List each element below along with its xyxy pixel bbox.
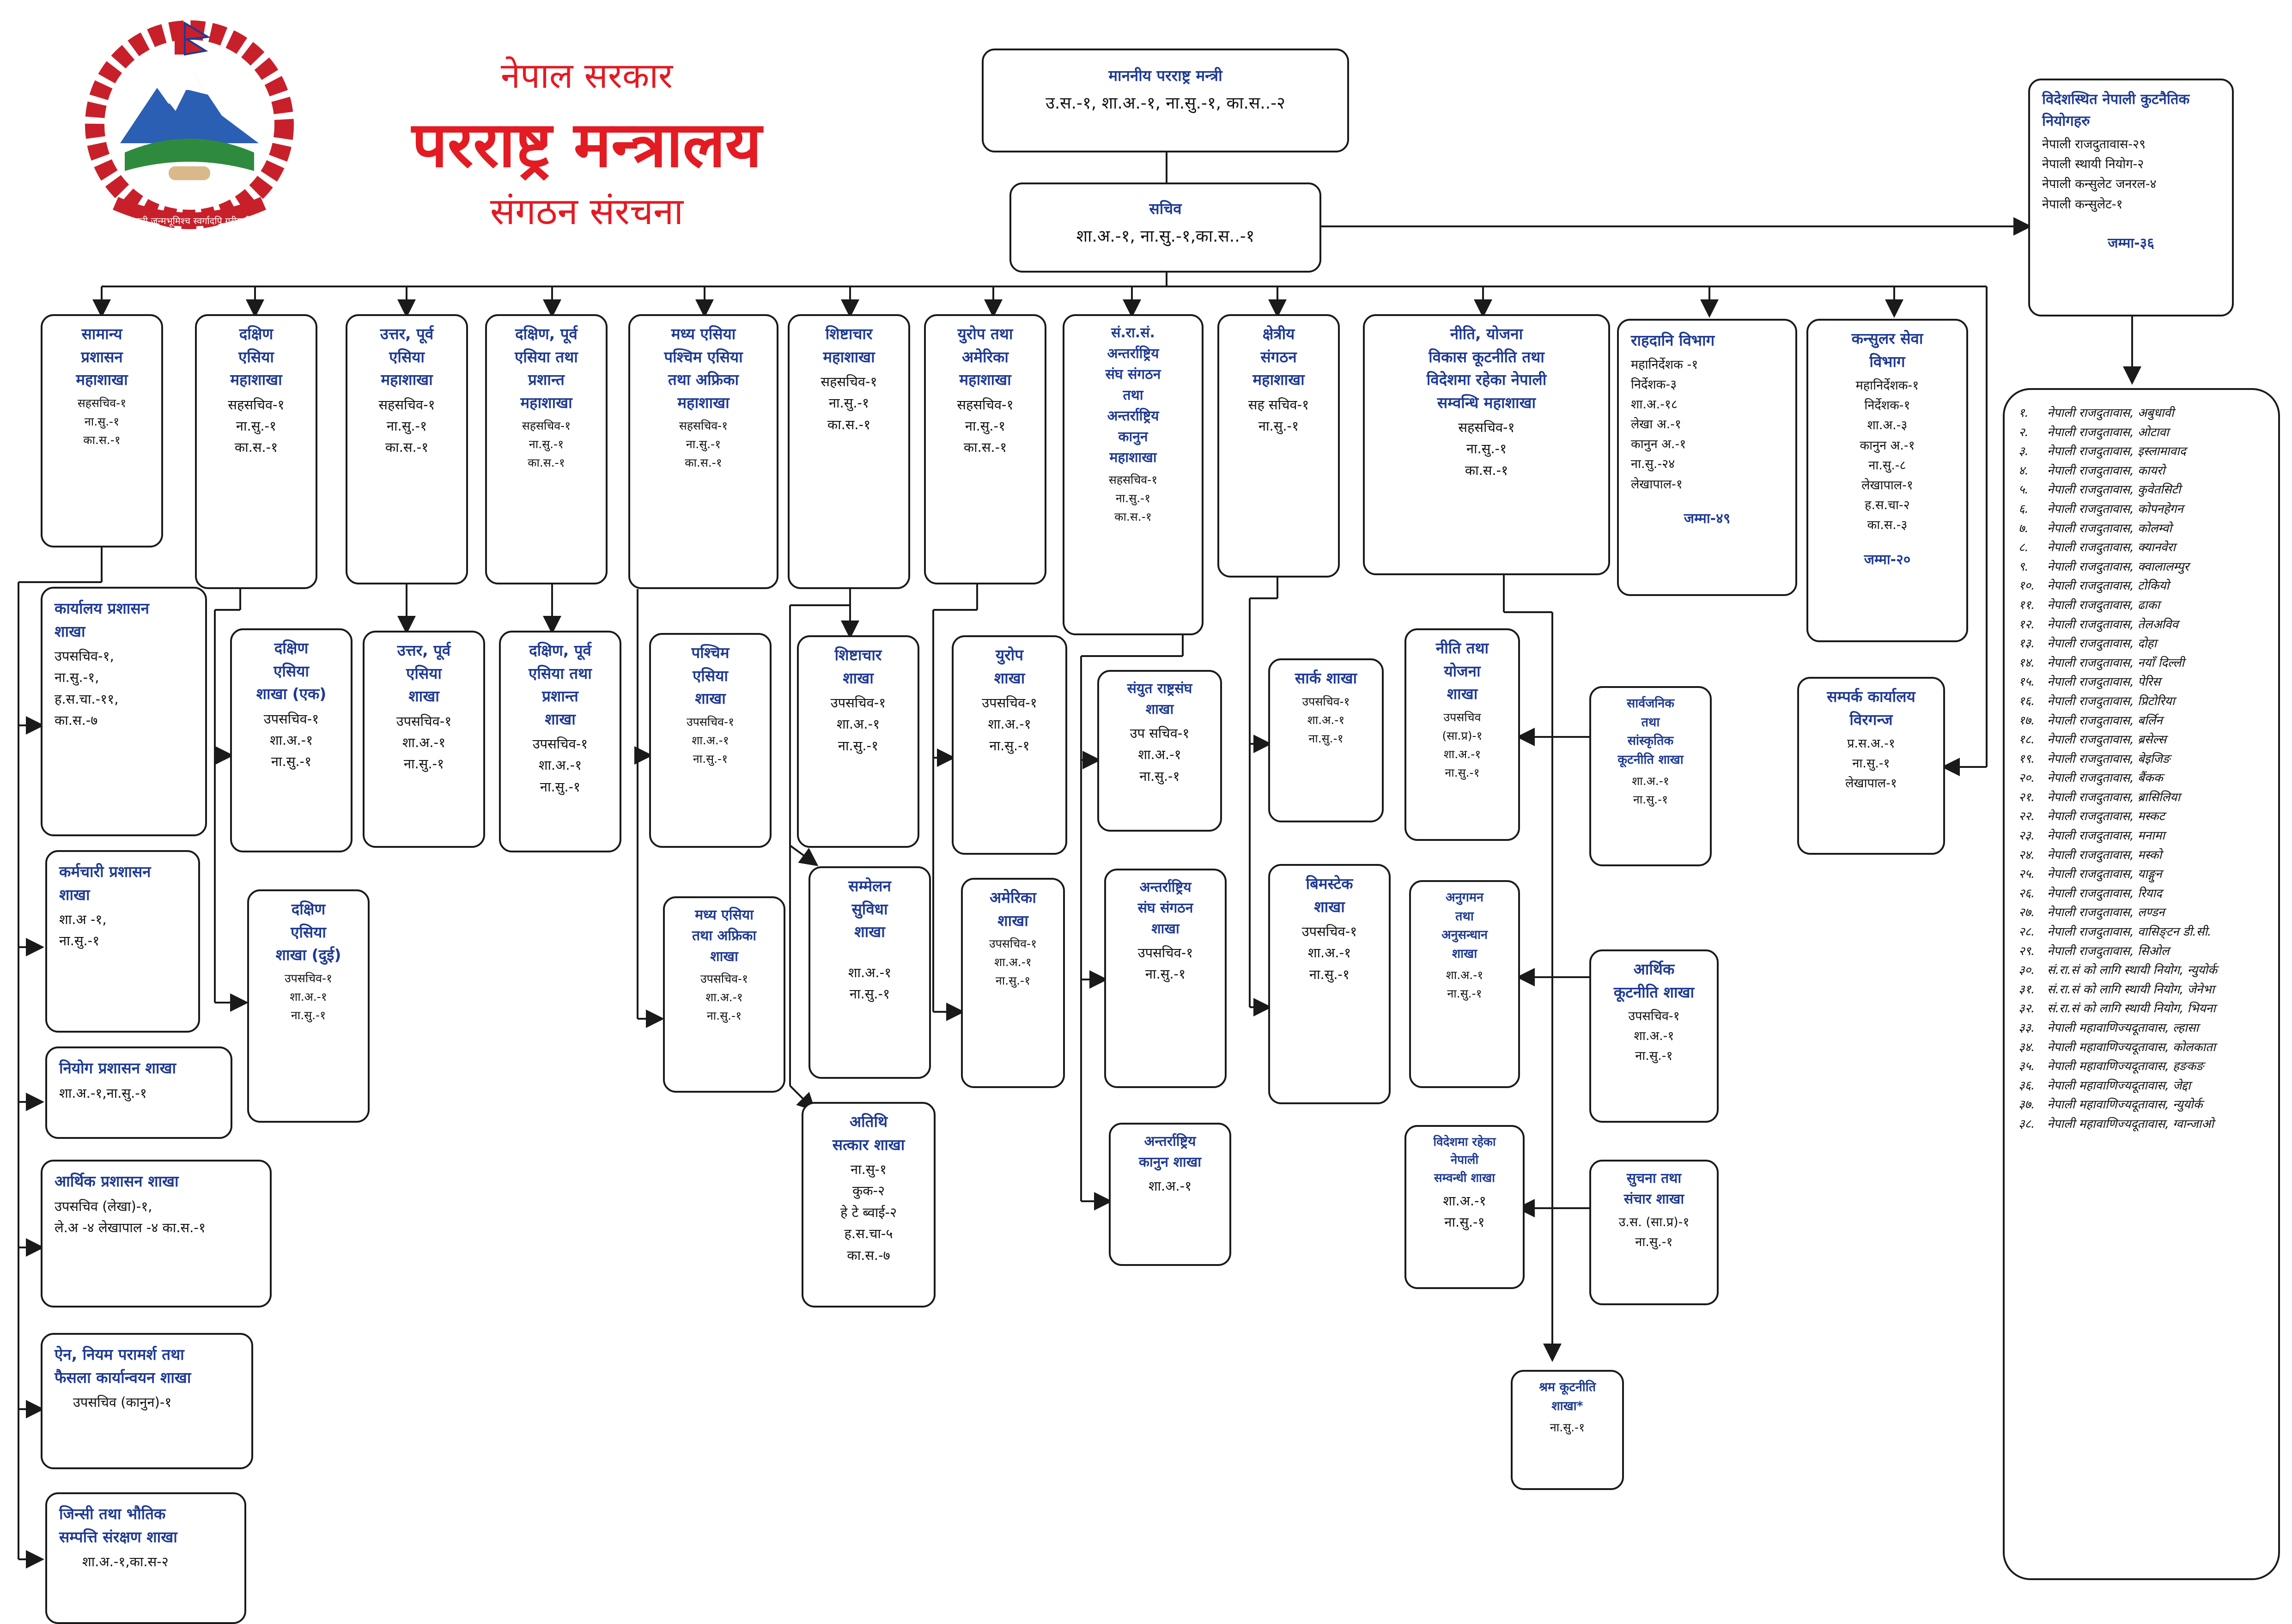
- section-intl-law: अन्तर्राष्ट्रिय कानुन शाखा शा.अ.-१: [1109, 1123, 1231, 1266]
- section-info-comm: सुचना तथा संचार शाखा उ.स. (सा.प्र)-१ ना.सु.-१: [1589, 1160, 1719, 1305]
- mission-number: १८.: [2018, 733, 2035, 747]
- mission-list-item: [2018, 615, 2264, 635]
- section-europe: युरोप शाखा उपसचिव-१ शा.अ.-१ ना.सु.-१: [952, 635, 1067, 855]
- section-protocol: शिष्टाचार शाखा उपसचिव-१ शा.अ.-१ ना.सु.-१: [797, 635, 919, 848]
- mission-number: १६.: [2018, 694, 2035, 708]
- section-south-asia-1: दक्षिण एसिया शाखा (एक) उपसचिव-१ शा.अ.-१ ना.सु.-१: [230, 628, 353, 852]
- mission-list-item: [2018, 673, 2264, 692]
- division-policy-planning: नीति, योजना विकास कूटनीति तथा विदेशमा रहेका नेपाली सम्वन्धि महाशाखा सहसचिव-१ ना.सु.-१ का.स.-१: [1363, 314, 1610, 575]
- mission-name: नेपाली राजदुतावास, पेरिस: [2047, 675, 2161, 689]
- section-asset-protection: जिन्सी तथा भौतिक सम्पत्ति संरक्षण शाखा शा.अ.-१,का.स-२: [45, 1492, 246, 1624]
- mission-name: नेपाली राजदुतावास, कुवेतसिटी: [2047, 483, 2181, 497]
- mission-list-item: [2018, 423, 2264, 443]
- mission-list-item: [2018, 1115, 2264, 1134]
- mission-name: नेपाली राजदुतावास, मस्को: [2047, 848, 2162, 862]
- mission-list-item: [2018, 1077, 2264, 1096]
- section-se-asia: दक्षिण, पूर्व एसिया तथा प्रशान्त शाखा उपसचिव-१ शा.अ.-१ ना.सु.-१: [499, 631, 621, 852]
- mission-list-item: [2018, 923, 2264, 942]
- mission-list-item: [2018, 712, 2264, 731]
- mission-number: ९.: [2018, 560, 2029, 574]
- mission-number: ४.: [2018, 463, 2029, 478]
- missions-summary-box: विदेशस्थित नेपाली कुटनैतिक नियोगहरु नेपाली राजदुतावास-२९ नेपाली स्थायी नियोग-२ नेपाली कन्सुलेट जनरल-४ नेपाली कन्सुलेट-१ जम्मा-३६: [2028, 79, 2234, 316]
- liaison-office-birgunj: सम्पर्क कार्यालय विरगन्ज प्र.स.अ.-१ ना.सु.-१ लेखापाल-१: [1797, 677, 1945, 855]
- mission-name: नेपाली राजदुतावास, तेलअविव: [2047, 617, 2178, 632]
- missions-list-box: [2003, 388, 2280, 1580]
- mission-name: नेपाली राजदुतावास, याङ्गुन: [2047, 867, 2162, 882]
- mission-list-item: [2018, 538, 2264, 558]
- mission-number: १०.: [2018, 579, 2035, 593]
- division-europe-america: युरोप तथा अमेरिका महाशाखा सहसचिव-१ ना.सु.-१ का.स.-१: [924, 314, 1046, 584]
- chart-subtitle: संगठन संरचना: [490, 190, 684, 233]
- mission-list-item: [2018, 807, 2264, 827]
- mission-number: ५.: [2018, 483, 2029, 497]
- mission-number: १.: [2018, 406, 2029, 420]
- mission-name: नेपाली राजदुतावास, मनामा: [2047, 829, 2165, 843]
- section-monitoring: अनुगमन तथा अनुसन्धान शाखा शा.अ.-१ ना.सु.-१: [1409, 880, 1520, 1088]
- govt-title: नेपाल सरकार: [500, 55, 673, 96]
- mission-number: ६.: [2018, 502, 2029, 516]
- mission-name: नेपाली राजदुतावास, इस्लामावाद: [2047, 444, 2186, 459]
- mission-name: नेपाली महावाणिज्यदूतावास, ग्वान्जाओ: [2047, 1117, 2214, 1131]
- mission-list-item: [2018, 730, 2264, 750]
- mission-list-item: [2018, 577, 2264, 596]
- section-saarc: सार्क शाखा उपसचिव-१ शा.अ.-१ ना.सु.-१: [1268, 658, 1384, 822]
- section-mission-admin: नियोग प्रशासन शाखा शा.अ.-१,ना.सु.-१: [45, 1046, 232, 1139]
- mission-list-item: [2018, 519, 2264, 539]
- mission-name: नेपाली राजदुतावास, रियाद: [2047, 886, 2162, 900]
- section-staff-admin: कर्मचारी प्रशासन शाखा शा.अ -१, ना.सु.-१: [45, 850, 200, 1033]
- mission-number: ३६.: [2018, 1078, 2035, 1093]
- mission-list-item: [2018, 999, 2264, 1019]
- mission-list-item: [2018, 1057, 2264, 1077]
- mission-name: नेपाली राजदुतावास, ढाका: [2047, 598, 2160, 612]
- mission-number: २०.: [2018, 771, 2035, 785]
- section-diaspora: विदेशमा रहेका नेपाली सम्वन्धी शाखा शा.अ.-१ ना.सु.-१: [1404, 1125, 1525, 1289]
- mission-number: ७.: [2018, 521, 2029, 535]
- mission-name: नेपाली महावाणिज्यदूतावास, ल्हासा: [2047, 1021, 2199, 1035]
- mission-number: ३१.: [2018, 982, 2035, 997]
- mission-number: १५.: [2018, 675, 2035, 689]
- mission-list-item: [2018, 961, 2264, 980]
- mission-list-item: [2018, 827, 2264, 846]
- mission-list-item: [2018, 654, 2264, 673]
- mission-number: ८.: [2018, 541, 2029, 555]
- mission-number: ३८.: [2018, 1117, 2035, 1131]
- section-bimstec: बिमस्टेक शाखा उपसचिव-१ शा.अ.-१ ना.सु.-१: [1268, 864, 1391, 1104]
- mission-list-item: [2018, 1095, 2264, 1115]
- mission-list-item: [2018, 596, 2264, 615]
- mission-list-item: [2018, 980, 2264, 1000]
- mission-list-item: [2018, 1038, 2264, 1058]
- mission-name: नेपाली राजदुतावास, कायरो: [2047, 463, 2165, 478]
- section-conference: सम्मेलन सुविधा शाखा शा.अ.-१ ना.सु.-१: [809, 866, 931, 1079]
- section-economic: आर्थिक कूटनीति शाखा उपसचिव-१ शा.अ.-१ ना.सु.-१: [1589, 949, 1719, 1123]
- mission-number: १४.: [2018, 656, 2035, 670]
- mission-name: नेपाली राजदुतावास, नयाँ दिल्ली: [2047, 656, 2185, 670]
- mission-name: नेपाली महावाणिज्यदूतावास, कोलकाता: [2047, 1040, 2216, 1054]
- ministry-title: परराष्ट्र मन्त्रालय: [412, 109, 762, 182]
- section-intl-org: अन्तर्राष्ट्रिय संघ संगठन शाखा उपसचिव-१ ना.सु.-१: [1104, 869, 1227, 1088]
- mission-number: ११.: [2018, 598, 2035, 612]
- mission-name: नेपाली राजदुतावास, ओटावा: [2047, 425, 2169, 439]
- mission-name: नेपाली महावाणिज्यदूतावास, जेद्दा: [2047, 1078, 2191, 1093]
- mission-number: ३.: [2018, 444, 2029, 459]
- mission-list-item: [2018, 865, 2264, 884]
- section-south-asia-2: दक्षिण एसिया शाखा (दुई) उपसचिव-१ शा.अ.-१ ना.सु.-१: [247, 889, 370, 1123]
- mission-number: २३.: [2018, 829, 2035, 843]
- department-passport: राहदानि विभाग महानिर्देशक -१ निर्देशक-३ शा.अ.-१८ लेखा अ.-१ कानुन अ.-१ ना.सु.-२४ लेखापाल-१ जम्मा-४९: [1617, 319, 1797, 596]
- mission-name: सं.रा.सं को लागि स्थायी नियोग, न्युयोर्क: [2047, 963, 2217, 978]
- mission-number: ३०.: [2018, 963, 2035, 978]
- mission-name: सं.रा.सं को लागि स्थायी नियोग, जेनेभा: [2047, 982, 2215, 997]
- mission-list-item: [2018, 942, 2264, 961]
- mission-list-item: [2018, 692, 2264, 712]
- mission-number: ३७.: [2018, 1098, 2035, 1112]
- division-ne-asia: उत्तर, पूर्व एसिया महाशाखा सहसचिव-१ ना.सु.-१ का.स.-१: [346, 314, 468, 584]
- mission-list-item: [2018, 634, 2264, 654]
- mission-number: १२.: [2018, 617, 2035, 632]
- mission-number: ३५.: [2018, 1059, 2035, 1074]
- mission-list-item: [2018, 769, 2264, 788]
- mission-number: ३२.: [2018, 1002, 2035, 1016]
- mission-name: नेपाली राजदुतावास, बर्लिन: [2047, 713, 2163, 728]
- mission-number: ३३.: [2018, 1021, 2035, 1035]
- division-un-intl-law: सं.रा.सं. अन्तर्राष्ट्रिय संघ संगठन तथा अन्तर्राष्ट्रिय कानुन महाशाखा सहसचिव-१ ना.सु.-१ का.स.-१: [1063, 314, 1204, 635]
- division-west-asia-africa: मध्य एसिया पश्चिम एसिया तथा अफ्रिका महाशाखा सहसचिव-१ ना.सु.-१ का.स.-१: [628, 314, 778, 589]
- mission-list-item: [2018, 750, 2264, 769]
- mission-number: २९.: [2018, 944, 2035, 958]
- mission-number: २७.: [2018, 906, 2035, 920]
- department-consular: कन्सुलर सेवा विभाग महानिर्देशक-१ निर्देशक-१ शा.अ.-३ कानुन अ.-१ ना.सु.-८ लेखापाल-१ ह.स.चा-२ का.स.-३ जम्मा-२०: [1806, 319, 1968, 642]
- mission-list-item: [2018, 404, 2264, 423]
- secretary-box: सचिव शा.अ.-१, ना.सु.-१,का.स..-१: [1009, 182, 1321, 273]
- mission-name: नेपाली राजदुतावास, वासिङ्टन डी.सी.: [2047, 925, 2212, 939]
- minister-box: माननीय परराष्ट्र मन्त्री उ.स.-१, शा.अ.-१, ना.सु.-१, का.स..-२: [982, 49, 1349, 152]
- mission-list-item: [2018, 462, 2264, 481]
- mission-name: नेपाली राजदुतावास, बेइजिङ: [2047, 752, 2170, 766]
- section-office-admin: कार्यालय प्रशासन शाखा उपसचिव-१, ना.सु.-१, ह.स.चा.-११, का.स.-७: [41, 587, 207, 836]
- mission-list-item: [2018, 788, 2264, 808]
- section-policy: नीति तथा योजना शाखा उपसचिव (सा.प्र)-१ शा.अ.-१ ना.सु.-१: [1404, 628, 1520, 841]
- mission-name: नेपाली राजदुतावास, क्यानवेरा: [2047, 541, 2176, 555]
- mission-name: नेपाली राजदुतावास, दोहा: [2047, 637, 2157, 651]
- mission-name: नेपाली राजदुतावास, कोलम्वो: [2047, 521, 2172, 535]
- mission-list-item: [2018, 500, 2264, 519]
- section-finance-admin: आर्थिक प्रशासन शाखा उपसचिव (लेखा)-१, ले.अ -४ लेखापाल -४ का.स.-१: [41, 1160, 272, 1308]
- mission-number: ३४.: [2018, 1040, 2035, 1054]
- mission-number: १७.: [2018, 713, 2035, 728]
- mission-list-item: [2018, 846, 2264, 865]
- division-protocol: शिष्टाचार महाशाखा सहसचिव-१ ना.सु.-१ का.स.-१: [788, 314, 910, 589]
- mission-name: नेपाली राजदुतावास, बैंकक: [2047, 771, 2163, 785]
- section-west-asia: पश्चिम एसिया शाखा उपसचिव-१ शा.अ.-१ ना.सु.-१: [649, 633, 772, 848]
- mission-name: नेपाली राजदुतावास, कोपनहेगन: [2047, 502, 2183, 516]
- mission-number: २८.: [2018, 925, 2035, 939]
- mission-list-item: [2018, 558, 2264, 577]
- division-regional-org: क्षेत्रीय संगठन महाशाखा सह सचिव-१ ना.सु.-१: [1217, 314, 1340, 578]
- mission-name: नेपाली राजदुतावास, टोकियो: [2047, 579, 2170, 593]
- division-south-asia: दक्षिण एसिया महाशाखा सहसचिव-१ ना.सु.-१ का.स.-१: [195, 314, 317, 589]
- section-america: अमेरिका शाखा उपसचिव-१ शा.अ.-१ ना.सु.-१: [961, 878, 1065, 1088]
- division-general-admin: सामान्य प्रशासन महाशाखा सहसचिव-१ ना.सु.-१ का.स.-१: [41, 314, 163, 547]
- mission-list-item: [2018, 884, 2264, 904]
- mission-name: नेपाली राजदुतावास, मस्कट: [2047, 809, 2165, 824]
- division-se-asia-pacific: दक्षिण, पूर्व एसिया तथा प्रशान्त महाशाखा सहसचिव-१ ना.सु.-१ का.स.-१: [485, 314, 608, 584]
- section-labour: श्रम कूटनीति शाखा* ना.सु.-१: [1511, 1370, 1624, 1490]
- mission-number: २१.: [2018, 790, 2035, 804]
- section-ne-asia: उत्तर, पूर्व एसिया शाखा उपसचिव-१ शा.अ.-१ ना.सु.-१: [363, 631, 485, 848]
- mission-number: २६.: [2018, 886, 2035, 900]
- mission-name: नेपाली राजदुतावास, ब्रसेल्स: [2047, 733, 2166, 747]
- mission-number: २.: [2018, 425, 2029, 439]
- mission-name: नेपाली महावाणिज्यदूतावास, हङकङ: [2047, 1059, 2204, 1074]
- mission-number: २५.: [2018, 867, 2035, 882]
- section-public-cultural: सार्वजनिक तथा सांस्कृतिक कूटनीति शाखा शा.अ.-१ ना.सु.-१: [1589, 686, 1712, 866]
- mission-name: सं.रा.सं को लागि स्थायी नियोग, भियना: [2047, 1002, 2216, 1016]
- mission-name: नेपाली राजदुतावास, सिओल: [2047, 944, 2170, 958]
- mission-number: १९.: [2018, 752, 2035, 766]
- emblem-motto: जननी जन्मभूमिश्च स्वर्गादपि गरीयसी: [128, 215, 251, 226]
- mission-name: नेपाली राजदुतावास, क्वालालम्पुर: [2047, 560, 2189, 574]
- mission-number: २४.: [2018, 848, 2035, 862]
- mission-name: नेपाली राजदुतावास, प्रिटोरिया: [2047, 694, 2175, 708]
- section-un: संयुत राष्ट्रसंघ शाखा उप सचिव-१ शा.अ.-१ ना.सु.-१: [1097, 670, 1222, 832]
- mission-name: नेपाली राजदुतावास, अबुधावी: [2047, 406, 2174, 420]
- mission-list-item: [2018, 481, 2264, 500]
- section-law-advice: ऐन, नियम परामर्श तथा फैसला कार्यान्वयन शाखा उपसचिव (कानुन)-१: [41, 1333, 253, 1469]
- mission-list-item: [2018, 903, 2264, 923]
- mission-name: नेपाली राजदुतावास, लण्डन: [2047, 906, 2165, 920]
- section-central-asia-africa: मध्य एसिया तथा अफ्रिका शाखा उपसचिव-१ शा.अ.-१ ना.सु.-१: [663, 896, 785, 1093]
- missions-list: [2018, 404, 2264, 1134]
- nepal-emblem-icon: [55, 18, 323, 236]
- section-hospitality: अतिथि सत्कार शाखा ना.सु-१ कुक-२ हे टे ब्वाई-२ ह.स.चा-५ का.स.-७: [802, 1102, 936, 1308]
- mission-number: १३.: [2018, 637, 2035, 651]
- mission-list-item: [2018, 442, 2264, 462]
- mission-list-item: [2018, 1019, 2264, 1038]
- mission-name: नेपाली राजदुतावास, ब्रासिलिया: [2047, 790, 2180, 804]
- mission-number: २२.: [2018, 809, 2035, 824]
- mission-name: नेपाली महावाणिज्यदूतावास, न्युयोर्क: [2047, 1098, 2203, 1112]
